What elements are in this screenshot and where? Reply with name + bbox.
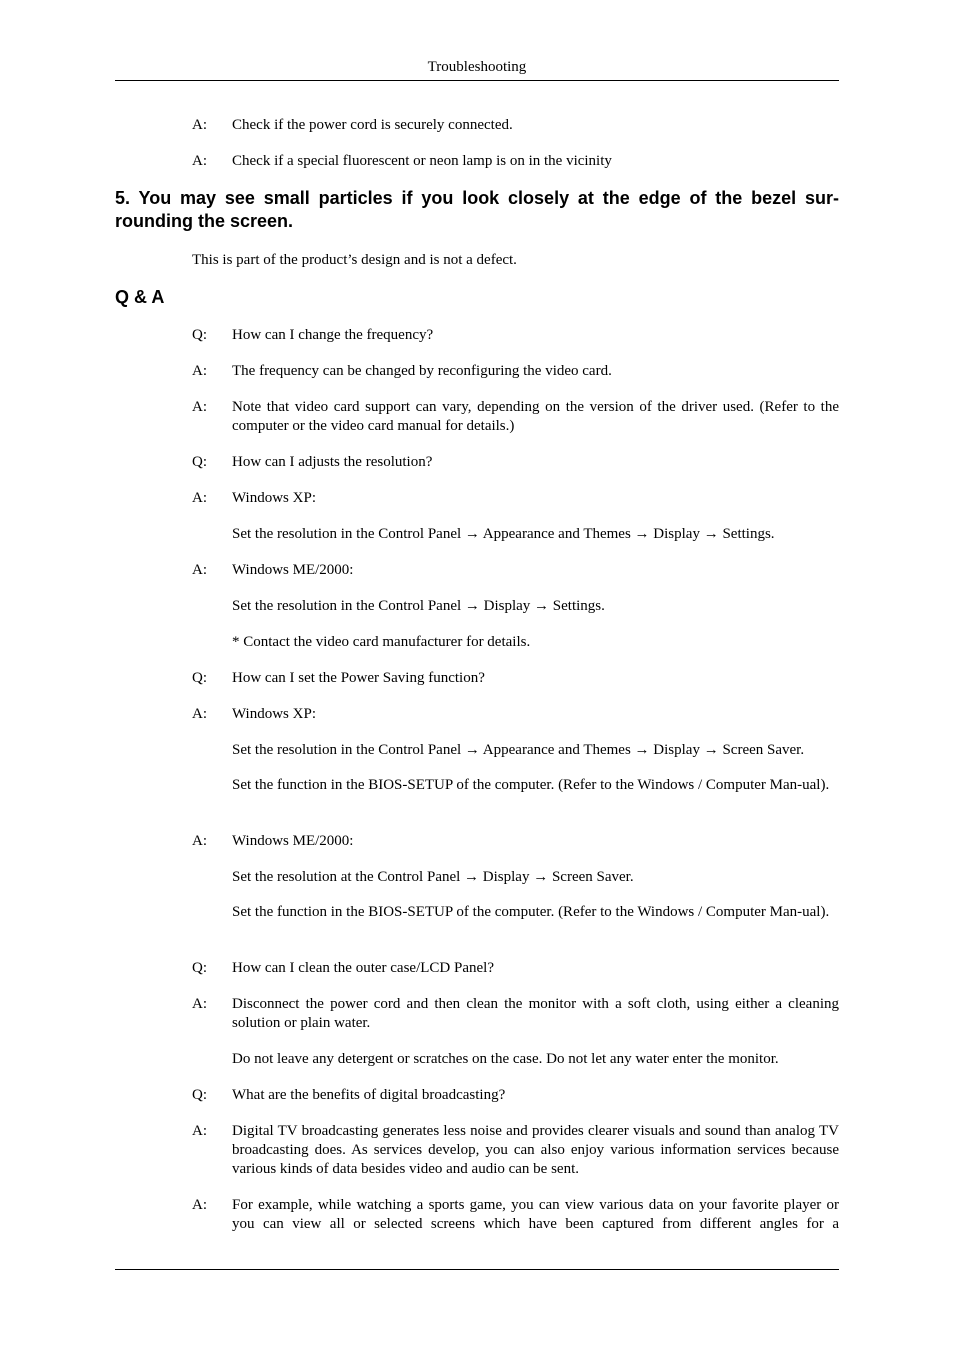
- answer-label: A:: [192, 153, 207, 169]
- qa-note: * Contact the video card manufacturer for details.: [232, 634, 531, 650]
- qa-label: A:: [192, 996, 207, 1012]
- qa-detail: Set the function in the BIOS-SETUP of the computer. (Refer to the Windows / Computer Man-ual).: [232, 777, 830, 793]
- qa-label: A:: [192, 399, 207, 415]
- qa-answer: [192, 705, 839, 724]
- qa-label: A:: [192, 706, 207, 722]
- qa-detail: Set the resolution at the Control Panel → Display → Screen Saver.: [232, 869, 634, 885]
- qa-answer: [192, 832, 839, 851]
- qa-label: A:: [192, 1197, 207, 1213]
- qa-question-cleaning: [192, 959, 839, 978]
- qa-detail: Set the resolution in the Control Panel → Appearance and Themes → Display → Settings.: [232, 526, 775, 542]
- qa-label: A:: [192, 490, 207, 506]
- qa-label: Q:: [192, 454, 207, 470]
- qa-detail: Set the resolution in the Control Panel → Appearance and Themes → Display → Screen Saver.: [232, 742, 805, 758]
- qa-answer: [192, 561, 839, 580]
- qa-label: Q:: [192, 327, 207, 343]
- qa-answer: [192, 1196, 839, 1234]
- qa-text: Windows XP:: [232, 490, 316, 506]
- answer-label: A:: [192, 117, 207, 133]
- qa-answer: [192, 398, 839, 436]
- qa-label: A:: [192, 562, 207, 578]
- section-5-heading: [115, 187, 839, 233]
- qa-text: The frequency can be changed by reconfiguring the video card.: [232, 363, 612, 379]
- qa-question-resolution: [192, 453, 839, 472]
- qa-question-digital-broadcasting: [192, 1086, 839, 1105]
- qa-label: A:: [192, 833, 207, 849]
- qa-question-power-saving: [192, 669, 839, 688]
- qa-text: Digital TV broadcasting generates less noise and provides clearer visuals and sound than analog TV broadcasting does. As services develop, you can also enjoy various information services because various kinds of data besides video and audio can be sent.: [232, 1123, 839, 1177]
- qa-label: A:: [192, 363, 207, 379]
- qa-text: Windows ME/2000:: [232, 562, 354, 578]
- qa-heading: Q & A: [115, 287, 165, 307]
- section-5-heading-line-1: 5. You may see small particles if you look closely at the edge of the bezel sur-: [115, 188, 839, 208]
- section-5-heading-line-2: rounding the screen.: [115, 211, 294, 231]
- qa-label: A:: [192, 1123, 207, 1139]
- intro-answer-fluorescent-lamp: [192, 152, 839, 171]
- qa-detail: Set the resolution in the Control Panel → Display → Settings.: [232, 598, 605, 614]
- header-divider: [115, 80, 839, 81]
- qa-answer: [192, 1122, 839, 1179]
- answer-text: Check if a special fluorescent or neon lamp is on in the vicinity: [232, 153, 612, 169]
- intro-answer-power-cord: [192, 116, 839, 135]
- qa-text: How can I set the Power Saving function?: [232, 670, 485, 686]
- qa-text: What are the benefits of digital broadcasting?: [232, 1087, 506, 1103]
- qa-text: Disconnect the power cord and then clean the monitor with a soft cloth, using either a cleaning solution or plain water.: [232, 996, 839, 1031]
- qa-text: How can I change the frequency?: [232, 327, 434, 343]
- qa-label: Q:: [192, 960, 207, 976]
- page-header-title: Troubleshooting: [427, 59, 527, 75]
- qa-text: Note that video card support can vary, depending on the version of the driver used. (Refer to the computer or the video card manual for details.): [232, 399, 839, 434]
- qa-text: Windows XP:: [232, 706, 316, 722]
- section-5-body: This is part of the product’s design and is not a defect.: [192, 252, 517, 268]
- qa-label: Q:: [192, 1087, 207, 1103]
- qa-text: How can I adjusts the resolution?: [232, 454, 433, 470]
- qa-text: How can I clean the outer case/LCD Panel?: [232, 960, 494, 976]
- qa-label: Q:: [192, 670, 207, 686]
- qa-detail: Do not leave any detergent or scratches on the case. Do not let any water enter the monitor.: [232, 1051, 779, 1067]
- qa-answer: [192, 489, 839, 508]
- qa-answer: [192, 362, 839, 381]
- qa-text: Windows ME/2000:: [232, 833, 354, 849]
- qa-answer: [192, 995, 839, 1033]
- answer-text: Check if the power cord is securely connected.: [232, 117, 513, 133]
- qa-text: For example, while watching a sports game, you can view various data on your favorite player or you can view all or selected screens which have been captured from different angles for a: [232, 1197, 839, 1232]
- qa-detail: Set the function in the BIOS-SETUP of the computer. (Refer to the Windows / Computer Man-ual).: [232, 904, 830, 920]
- qa-question-frequency: [192, 326, 839, 345]
- footer-divider: [115, 1269, 839, 1270]
